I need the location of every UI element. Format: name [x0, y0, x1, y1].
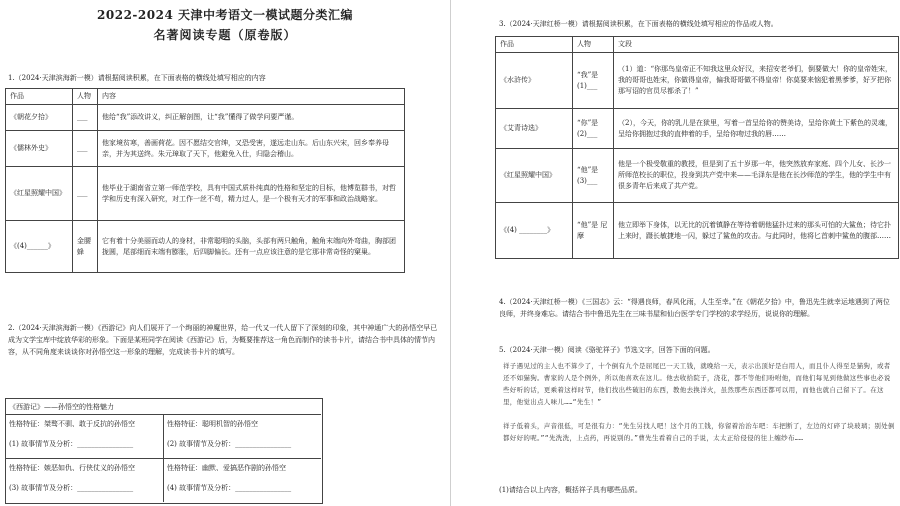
table-3 [495, 36, 899, 259]
cell-work: 《儒林外史》 [6, 131, 73, 167]
cell-work: 《红星照耀中国》 [6, 167, 73, 221]
cell-work: 《红星照耀中国》 [496, 149, 573, 203]
right-page [450, 0, 900, 506]
cell-person: 金腰蜂 [73, 221, 98, 273]
table-header-row [6, 89, 405, 105]
table-row [496, 149, 899, 203]
header-content: 文段 [614, 37, 899, 53]
card-story-4-blank[interactable]: (4) 故事情节及分析：________________ [167, 484, 292, 492]
cell-person-blank[interactable]: ___ [73, 167, 98, 221]
question-5-prompt: 5.（2024·天津一模）阅读《骆驼祥子》节选文字，回答下面的问题。 [499, 346, 715, 354]
card-story-2-blank[interactable]: (2) 故事情节及分析：________________ [167, 440, 292, 448]
question-5-subquestion: (1)请结合以上内容，概括祥子具有哪些品质。 [499, 486, 642, 494]
cell-person-blank[interactable]: ___ [73, 131, 98, 167]
cell-person-blank[interactable]: “他”是 (3)___ [573, 149, 614, 203]
document-title: 2022-2024 天津中考语文一模试题分类汇编 [97, 8, 353, 22]
header-work: 作品 [496, 37, 573, 53]
table-row [6, 221, 405, 273]
table-row [496, 53, 899, 109]
cell-person-blank[interactable]: “你”是 (2)___ [573, 109, 614, 149]
question-4-prompt: 4.（2024·天津红桥一模）《三国志》云：“得遇良师，春风化雨，人生至幸。”在《朝花夕拾》中，鲁迅先生就幸运地遇到了两位良师，并终身难忘。请结合书中鲁迅先生在三味书屋和仙台医学专门学校的求学经历，说说你的理解。 [499, 298, 890, 318]
table-row [496, 109, 899, 149]
header-content: 内容 [98, 89, 405, 105]
document-subtitle: 名著阅读专题（原卷版） [153, 28, 297, 42]
essay-paragraph: 祥子遇见过的主人也不算少了，十个倒有九个是屈尾巴一天工钱，就晚给一天，表示出顶好是白用人，而且仆人得至是猫狗，或者还不如猫狗。曹家的人是个例外，所以他喜欢在这儿。他去收拾院子，浇花，都不等他们吩咐他，而他们每见到他做这些事也必说些好听的话，更乘着这样时节，他们找出些破旧的东西，教他去换洋火，虽然那些东西还都可以用，而他也就自己留下了。在这里，他觉出点人味儿……“先生！” [503, 362, 891, 406]
table-row [6, 131, 405, 167]
cell-work: 《水浒传》 [496, 53, 573, 109]
question-2-prompt: 2.（2024·天津滨海新一模）《西游记》向人们展开了一个绚丽的神魔世界，给一代又一代人留下了深刻的印象，其中神通广大的孙悟空早已成为文学宝库中绽放华彩的形象。下面是某班同学在阅读《西游记》后，为概要推荐这一角色而制作的读书卡片，请结合书中具体的情节内容，从不同角度来谈谈你对孙悟空这一形象的理解，完成读书卡片的填写。 [8, 324, 438, 356]
divider [163, 414, 164, 502]
table-1 [5, 88, 405, 273]
cell-work-blank[interactable]: 《(4) ________》 [496, 203, 573, 259]
cell-content: （1）道：“你那鸟皇帝正不知我这里众好汉，来招安老爷们，倒要做大！你的皇帝姓宋，我的哥哥也姓宋，你做得皇帝，偏我哥哥做不得皇帝！你莫要来恼犯着黑爹爹，好歹把你那写诏的官员尽都杀了！” [614, 53, 899, 109]
cell-person: “他”是 尼摩 [573, 203, 614, 259]
table-row [6, 167, 405, 221]
card-story-3-blank[interactable]: (3) 故事情节及分析：________________ [9, 484, 134, 492]
header-person: 人物 [573, 37, 614, 53]
cell-work: 《艾青诗选》 [496, 109, 573, 149]
card-trait-1: 性格特征：桀骜不驯、敢于反抗的孙悟空 [9, 420, 135, 428]
cell-content: 他立即举下身体，以无比的沉着镇静在等待着朝他猛扑过来的那头可怕的大鲨鱼；待它扑上来时，蹑长敏捷地一闪，躲过了鲨鱼的攻击。与此同时，他将匕首刺中鲨鱼的腹部…… [614, 203, 899, 259]
cell-content: 他是一个极受敬重的教授，但是到了五十岁那一年，他突然放弃家庭、四个儿女、长沙一所师范校长的职位，投身到共产党中来——毛泽东是他在长沙师范的学生，他的学生中有很多青年后来成了共产党。 [614, 149, 899, 203]
table-header-row [496, 37, 899, 53]
cell-work-blank[interactable]: 《(4)______》 [6, 221, 73, 273]
question-3-prompt: 3.（2024·天津红桥一模）请根据阅读积累，在下面表格的横线处填写相应的作品或人物。 [499, 20, 778, 28]
question-1-prompt: 1.（2024·天津滨海新一模）请根据阅读积累，在下面表格的横线处填写相应的内容 [8, 74, 266, 82]
card-trait-2: 性格特征：聪明机智的孙悟空 [167, 420, 258, 428]
cell-content: 他给“我”添改讲义，纠正解剖图，让“我”懂得了做学问要严谨。 [98, 105, 405, 131]
reading-card-title: 《西游记》——孙悟空的性格魅力 [9, 403, 114, 411]
header-work: 作品 [6, 89, 73, 105]
cell-content: 他家境贫寒，善画荷花。因不愿结交官绅，又恐受害，遂远走山东。后山东兴宋，回乡奉养母亲，并为其送终。朱元璋取了天下，他避免入仕，归隐会稽山。 [98, 131, 405, 167]
cell-content: 它有着十分美丽而动人的身材，非常聪明的头脑，头部有两只触角，触角末端向外弯曲，胸部团拢圆，尾部细而末端有膨胀，后四脚偏长。还有一点应该注意的是它那非常奇怪的窠巢。 [98, 221, 405, 273]
cell-work: 《朝花夕拾》 [6, 105, 73, 131]
table-row [6, 105, 405, 131]
cell-person-blank[interactable]: ___ [73, 105, 98, 131]
card-trait-3: 性格特征：嫉恶如仇、行侠仗义的孙悟空 [9, 464, 135, 472]
cell-person-blank[interactable]: “我”是 (1)___ [573, 53, 614, 109]
cell-content: （2），今天，你的乳儿是在狱里，写着一首呈给你的赞美诗，呈给你黄土下紫色的灵魂，呈给你拥抱过我的直伸着的手，呈给你吻过我的唇…… [614, 109, 899, 149]
cell-content: 他毕业于湖南省立第一师范学校，具有中国式质朴纯真的性格和坚定的目标，他博览群书，对哲学和历史有深入研究，对工作一丝不苟，精力过人，是一个极有天才的军事和政治战略家。 [98, 167, 405, 221]
card-story-1-blank[interactable]: (1) 故事情节及分析：________________ [9, 440, 134, 448]
table-row [496, 203, 899, 259]
card-trait-4: 性格特征：幽默、爱搞恶作剧的孙悟空 [167, 464, 286, 472]
header-person: 人物 [73, 89, 98, 105]
essay-paragraph: 祥子低着头，声音很低，可是很有力：“先生另找人吧！这个月的工钱，你留着治治车吧：车把断了，左边的灯碎了块玻璃；别处倒都好好的呢。”“先洗洗，上点药，再说别的。”曹先生看着自己的手说，太太正给侵侵的往上缠纱布…… [503, 422, 895, 442]
